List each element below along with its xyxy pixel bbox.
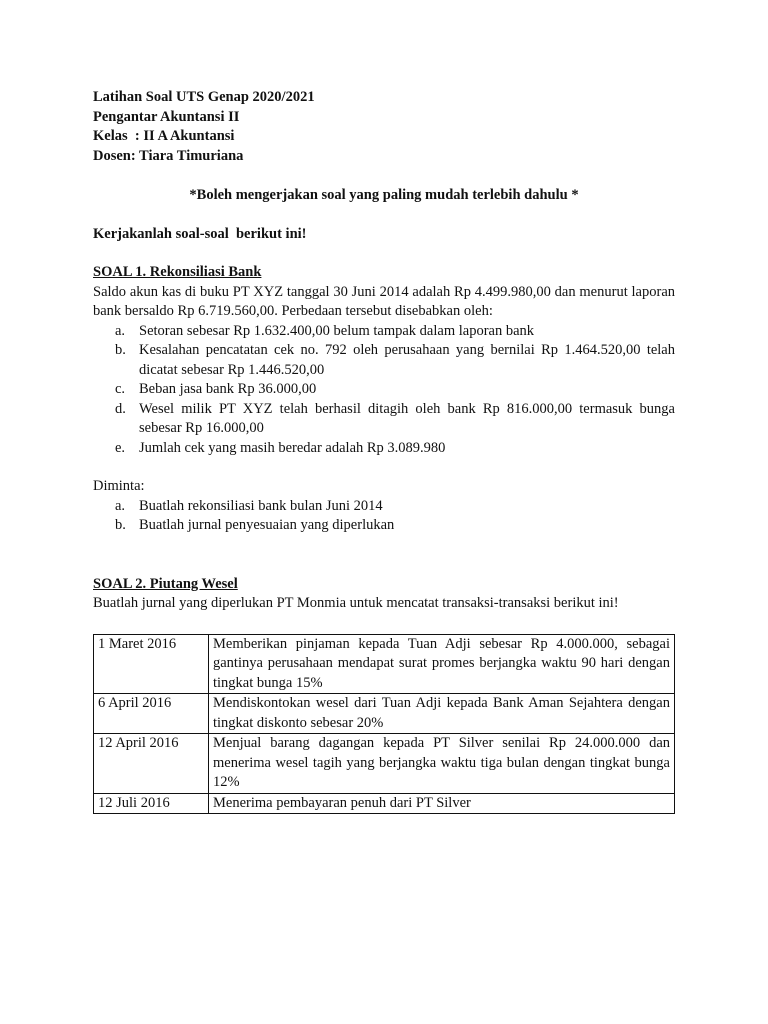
list-item: d. Wesel milik PT XYZ telah berhasil ditagih oleh bank Rp 816.000,00 termasuk bunga sebesar Rp 16.000,00: [115, 400, 675, 436]
soal2-title: SOAL 2. Piutang Wesel: [93, 575, 238, 592]
table-cell-description: Menjual barang dagangan kepada PT Silver senilai Rp 24.000.000 dan menerima wesel tagih yang berjangka waktu tiga bulan dengan tingkat bunga 12%: [209, 734, 675, 794]
table-cell-date: 1 Maret 2016: [94, 634, 209, 694]
diminta-list: [93, 497, 675, 536]
table-cell-description: Memberikan pinjaman kepada Tuan Adji sebesar Rp 4.000.000, sebagai gantinya perusahaan mendapat surat promes berjangka waktu 90 hari dengan tingkat bunga 15%: [209, 634, 675, 694]
class-info: Kelas : II A Akuntansi: [93, 128, 235, 144]
course-name: Pengantar Akuntansi II: [93, 108, 240, 125]
list-item: e. Jumlah cek yang masih beredar adalah Rp 3.089.980: [115, 439, 446, 456]
table-cell-date: 6 April 2016: [94, 694, 209, 734]
soal1-item-list: [93, 322, 675, 459]
list-item: a. Buatlah rekonsiliasi bank bulan Juni 2014: [115, 497, 383, 514]
soal1-intro: Saldo akun kas di buku PT XYZ tanggal 30 Juni 2014 adalah Rp 4.499.980,00 dan menurut laporan bank bersaldo Rp 6.719.560,00. Perbedaan tersebut disebabkan oleh:: [93, 283, 675, 319]
document-content: [93, 88, 675, 814]
transaction-table: [93, 634, 675, 815]
table-cell-description: Mendiskontokan wesel dari Tuan Adji kepada Bank Aman Sejahtera dengan tingkat diskonto sebesar 20%: [209, 694, 675, 734]
table-row: [94, 634, 675, 694]
table-cell-description: Menerima pembayaran penuh dari PT Silver: [209, 793, 675, 814]
list-item: a. Setoran sebesar Rp 1.632.400,00 belum tampak dalam laporan bank: [115, 322, 535, 339]
doc-title: Latihan Soal UTS Genap 2020/2021: [93, 89, 315, 105]
table-cell-date: 12 April 2016: [94, 734, 209, 794]
lecturer-info: Dosen: Tiara Timuriana: [93, 147, 244, 164]
table-row: [94, 734, 675, 794]
list-item: c. Beban jasa bank Rp 36.000,00: [115, 381, 317, 397]
list-item: b. Buatlah jurnal penyesuaian yang diperlukan: [115, 517, 395, 533]
table-row: [94, 694, 675, 734]
list-item: b. Kesalahan pencatatan cek no. 792 oleh perusahaan yang bernilai Rp 1.464.520,00 telah dicatat sebesar Rp 1.446.520,00: [115, 342, 675, 378]
table-cell-date: 12 Juli 2016: [94, 793, 209, 814]
soal2-intro: Buatlah jurnal yang diperlukan PT Monmia untuk mencatat transaksi-transaksi berikut ini!: [93, 595, 619, 611]
instruction-heading: Kerjakanlah soal-soal berikut ini!: [93, 225, 307, 242]
diminta-label: Diminta:: [93, 478, 145, 494]
table-row: [94, 793, 675, 814]
instruction-note: *Boleh mengerjakan soal yang paling mudah terlebih dahulu *: [189, 187, 579, 203]
soal1-title: SOAL 1. Rekonsiliasi Bank: [93, 264, 262, 280]
